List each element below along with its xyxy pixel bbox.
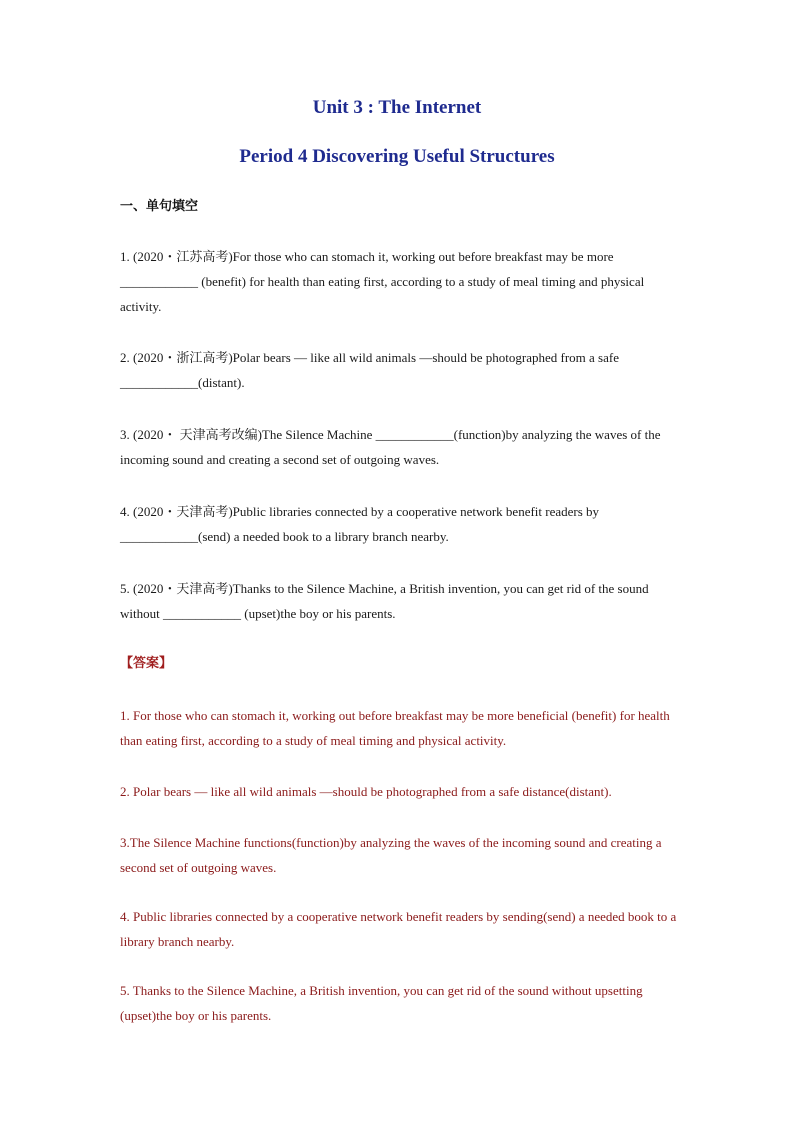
question-text-before: For those who can stomach it, working out before breakfast may be more bbox=[232, 249, 614, 264]
unit-title: Unit 3 : The Internet bbox=[312, 97, 482, 118]
question-4 bbox=[120, 499, 680, 549]
question-text-after: (send) a needed book to a library branch nearby. bbox=[198, 529, 449, 544]
answer-2: 2. Polar bears — like all wild animals —should be photographed from a safe distance(distant). bbox=[120, 784, 612, 799]
answer-blank[interactable]: ____________ bbox=[120, 529, 198, 544]
question-text-before: The Silence Machine bbox=[261, 427, 376, 442]
question-source: (2020・江苏高考) bbox=[133, 249, 233, 264]
answer-3: 3.The Silence Machine functions(function)by analyzing the waves of the incoming sound and creating a second set of outgoing waves. bbox=[120, 835, 662, 875]
period-title: Period 4 Discovering Useful Structures bbox=[239, 146, 555, 167]
question-text-before: Polar bears — like all wild animals —should be photographed from a safe bbox=[232, 350, 619, 365]
question-source: (2020・ 天津高考改编) bbox=[133, 427, 262, 442]
answer-4: 4. Public libraries connected by a cooperative network benefit readers by sending(send) a needed book to a library branch nearby. bbox=[120, 909, 677, 949]
question-text-after: (distant). bbox=[198, 375, 245, 390]
answer-blank[interactable]: ____________ bbox=[120, 375, 198, 390]
answer-1: 1. For those who can stomach it, working out before breakfast may be more beneficial (benefit) for health than eating first, according to a study of meal timing and physical activity. bbox=[120, 708, 670, 748]
question-text-after: (function)by analyzing the waves of the incoming sound and creating a second set of outgoing waves. bbox=[120, 427, 661, 467]
question-source: (2020・浙江高考) bbox=[133, 350, 233, 365]
answers-heading: 【答案】 bbox=[120, 656, 173, 671]
question-number: 2. bbox=[120, 350, 130, 365]
question-source: (2020・天津高考) bbox=[133, 581, 233, 596]
question-3 bbox=[120, 422, 680, 472]
question-number: 1. bbox=[120, 249, 130, 264]
answer-blank[interactable]: ____________ bbox=[375, 427, 454, 442]
answer-blank[interactable]: ____________ bbox=[120, 274, 198, 289]
section-heading: 一、单句填空 bbox=[120, 199, 199, 214]
question-number: 5. bbox=[120, 581, 130, 596]
answer-5: 5. Thanks to the Silence Machine, a British invention, you can get rid of the sound without upsetting (upset)the boy or his parents. bbox=[120, 983, 643, 1023]
question-text-after: (upset)the boy or his parents. bbox=[240, 606, 396, 621]
answer-blank[interactable]: ____________ bbox=[162, 606, 241, 621]
question-text-after: (benefit) for health than eating first, according to a study of meal timing and physical activity. bbox=[120, 274, 645, 314]
question-source: (2020・天津高考) bbox=[133, 504, 233, 519]
question-5 bbox=[120, 576, 680, 626]
question-text-before: Public libraries connected by a cooperative network benefit readers by bbox=[232, 504, 600, 519]
question-1 bbox=[120, 244, 680, 319]
question-2 bbox=[120, 345, 680, 395]
question-number: 4. bbox=[120, 504, 130, 519]
question-text-before: Thanks to the Silence Machine, a British invention, you can get rid of the sound without bbox=[120, 581, 649, 621]
question-number: 3. bbox=[120, 427, 130, 442]
